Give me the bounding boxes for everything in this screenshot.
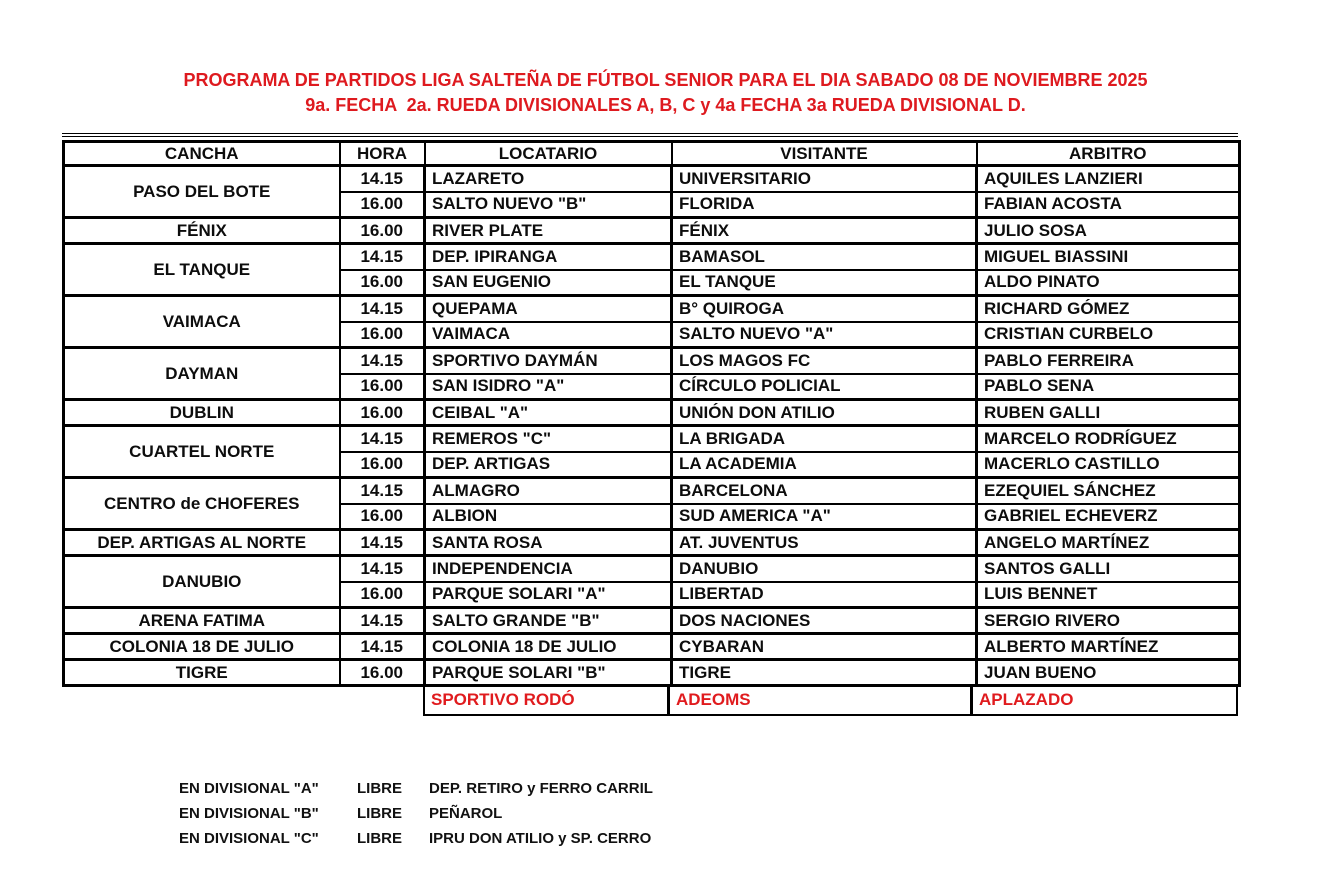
match-row <box>64 634 1240 660</box>
hora-cell: 14.15 <box>340 478 425 504</box>
arbitro-cell: JULIO SOSA <box>977 218 1240 244</box>
match-row <box>64 244 1240 270</box>
match-row <box>64 426 1240 452</box>
match-row <box>64 400 1240 426</box>
locatario-cell: ALMAGRO <box>425 478 672 504</box>
hora-cell: 14.15 <box>340 634 425 660</box>
table-body <box>64 166 1240 686</box>
arbitro-cell: EZEQUIEL SÁNCHEZ <box>977 478 1240 504</box>
arbitro-cell: SANTOS GALLI <box>977 556 1240 582</box>
locatario-cell: SAN ISIDRO "A" <box>425 374 672 400</box>
col-header-visitante: VISITANTE <box>672 142 977 166</box>
col-header-arbitro: ARBITRO <box>977 142 1240 166</box>
locatario-cell: COLONIA 18 DE JULIO <box>425 634 672 660</box>
visitante-cell: UNIVERSITARIO <box>672 166 977 192</box>
match-row <box>64 218 1240 244</box>
cancha-cell: CENTRO de CHOFERES <box>64 478 340 530</box>
hora-cell: 14.15 <box>340 530 425 556</box>
note-line-divisional-b <box>179 801 653 826</box>
visitante-cell: DOS NACIONES <box>672 608 977 634</box>
visitante-cell: FLORIDA <box>672 192 977 218</box>
hora-cell: 16.00 <box>340 218 425 244</box>
match-row <box>64 348 1240 374</box>
locatario-cell: DEP. IPIRANGA <box>425 244 672 270</box>
arbitro-cell: MACERLO CASTILLO <box>977 452 1240 478</box>
note-label: EN DIVISIONAL "A" <box>179 780 319 797</box>
visitante-cell: AT. JUVENTUS <box>672 530 977 556</box>
locatario-cell: SAN EUGENIO <box>425 270 672 296</box>
arbitro-cell: GABRIEL ECHEVERZ <box>977 504 1240 530</box>
footer-notes <box>179 776 653 851</box>
visitante-cell: FÉNIX <box>672 218 977 244</box>
col-header-cancha: CANCHA <box>64 142 340 166</box>
table-header <box>64 142 1240 166</box>
match-row <box>64 608 1240 634</box>
hora-cell: 14.15 <box>340 166 425 192</box>
arbitro-cell: AQUILES LANZIERI <box>977 166 1240 192</box>
visitante-cell: LOS MAGOS FC <box>672 348 977 374</box>
visitante-cell: LIBERTAD <box>672 582 977 608</box>
locatario-cell: LAZARETO <box>425 166 672 192</box>
hora-cell: 16.00 <box>340 504 425 530</box>
postponed-status: APLAZADO <box>979 690 1074 709</box>
hora-cell: 14.15 <box>340 426 425 452</box>
cancha-cell: PASO DEL BOTE <box>64 166 340 218</box>
arbitro-cell: ALBERTO MARTÍNEZ <box>977 634 1240 660</box>
match-row <box>64 478 1240 504</box>
hora-cell: 16.00 <box>340 400 425 426</box>
visitante-cell: DANUBIO <box>672 556 977 582</box>
locatario-cell: SALTO GRANDE "B" <box>425 608 672 634</box>
visitante-cell: CÍRCULO POLICIAL <box>672 374 977 400</box>
note-status: LIBRE <box>357 780 402 797</box>
hora-cell: 16.00 <box>340 452 425 478</box>
locatario-cell: PARQUE SOLARI "A" <box>425 582 672 608</box>
title-line-2: 9a. FECHA 2a. RUEDA DIVISIONALES A, B, C y 4a FECHA 3a RUEDA DIVISIONAL D. <box>305 95 1026 115</box>
arbitro-cell: PABLO SENA <box>977 374 1240 400</box>
locatario-cell: SANTA ROSA <box>425 530 672 556</box>
hora-cell: 14.15 <box>340 348 425 374</box>
note-teams: IPRU DON ATILIO y SP. CERRO <box>429 830 652 847</box>
hora-cell: 14.15 <box>340 556 425 582</box>
match-row <box>64 296 1240 322</box>
note-teams: DEP. RETIRO y FERRO CARRIL <box>429 780 653 797</box>
locatario-cell: SALTO NUEVO "B" <box>425 192 672 218</box>
locatario-cell: ALBION <box>425 504 672 530</box>
locatario-cell: PARQUE SOLARI "B" <box>425 660 672 686</box>
arbitro-cell: ANGELO MARTÍNEZ <box>977 530 1240 556</box>
note-status: LIBRE <box>357 805 402 822</box>
hora-cell: 16.00 <box>340 374 425 400</box>
arbitro-cell: MIGUEL BIASSINI <box>977 244 1240 270</box>
cancha-cell: VAIMACA <box>64 296 340 348</box>
visitante-cell: UNIÓN DON ATILIO <box>672 400 977 426</box>
postponed-match-row <box>423 687 1238 716</box>
table-top-rule-2 <box>62 136 1238 137</box>
cancha-cell: DUBLIN <box>64 400 340 426</box>
locatario-cell: VAIMACA <box>425 322 672 348</box>
cancha-cell: DANUBIO <box>64 556 340 608</box>
col-header-locatario: LOCATARIO <box>425 142 672 166</box>
hora-cell: 16.00 <box>340 582 425 608</box>
visitante-cell: BAMASOL <box>672 244 977 270</box>
note-line-divisional-a <box>179 776 653 801</box>
visitante-cell: B° QUIROGA <box>672 296 977 322</box>
hora-cell: 16.00 <box>340 322 425 348</box>
locatario-cell: CEIBAL "A" <box>425 400 672 426</box>
header-row <box>64 142 1240 166</box>
cancha-cell: FÉNIX <box>64 218 340 244</box>
locatario-cell: INDEPENDENCIA <box>425 556 672 582</box>
visitante-cell: CYBARAN <box>672 634 977 660</box>
match-row <box>64 556 1240 582</box>
match-table-wrapper <box>62 133 1238 716</box>
visitante-cell: SALTO NUEVO "A" <box>672 322 977 348</box>
locatario-cell: DEP. ARTIGAS <box>425 452 672 478</box>
match-row <box>64 660 1240 686</box>
locatario-cell: SPORTIVO DAYMÁN <box>425 348 672 374</box>
hora-cell: 14.15 <box>340 296 425 322</box>
arbitro-cell: ALDO PINATO <box>977 270 1240 296</box>
arbitro-cell: MARCELO RODRÍGUEZ <box>977 426 1240 452</box>
cancha-cell: DEP. ARTIGAS AL NORTE <box>64 530 340 556</box>
hora-cell: 14.15 <box>340 244 425 270</box>
cancha-cell: ARENA FATIMA <box>64 608 340 634</box>
cancha-cell: COLONIA 18 DE JULIO <box>64 634 340 660</box>
arbitro-cell: LUIS BENNET <box>977 582 1240 608</box>
hora-cell: 16.00 <box>340 270 425 296</box>
note-label: EN DIVISIONAL "C" <box>179 830 319 847</box>
cancha-cell: EL TANQUE <box>64 244 340 296</box>
arbitro-cell: RICHARD GÓMEZ <box>977 296 1240 322</box>
postponed-visitante: ADEOMS <box>670 687 973 714</box>
visitante-cell: LA BRIGADA <box>672 426 977 452</box>
cancha-cell: DAYMAN <box>64 348 340 400</box>
title-line-1: PROGRAMA DE PARTIDOS LIGA SALTEÑA DE FÚTBOL SENIOR PARA EL DIA SABADO 08 DE NOVIEMBRE 2025 <box>183 70 1148 90</box>
visitante-cell: TIGRE <box>672 660 977 686</box>
note-status: LIBRE <box>357 830 402 847</box>
locatario-cell: QUEPAMA <box>425 296 672 322</box>
arbitro-cell: SERGIO RIVERO <box>977 608 1240 634</box>
visitante-cell: SUD AMERICA "A" <box>672 504 977 530</box>
arbitro-cell: FABIAN ACOSTA <box>977 192 1240 218</box>
arbitro-cell: JUAN BUENO <box>977 660 1240 686</box>
arbitro-cell: RUBEN GALLI <box>977 400 1240 426</box>
locatario-cell: REMEROS "C" <box>425 426 672 452</box>
note-line-divisional-c <box>179 826 653 851</box>
col-header-hora: HORA <box>340 142 425 166</box>
hora-cell: 16.00 <box>340 660 425 686</box>
match-row <box>64 166 1240 192</box>
match-table <box>62 140 1241 687</box>
note-teams: PEÑAROL <box>429 805 503 822</box>
cancha-cell: TIGRE <box>64 660 340 686</box>
note-label: EN DIVISIONAL "B" <box>179 805 319 822</box>
visitante-cell: BARCELONA <box>672 478 977 504</box>
hora-cell: 16.00 <box>340 192 425 218</box>
table-top-rule-1 <box>62 133 1238 134</box>
visitante-cell: LA ACADEMIA <box>672 452 977 478</box>
cancha-cell: CUARTEL NORTE <box>64 426 340 478</box>
page-title <box>0 68 1331 118</box>
arbitro-cell: CRISTIAN CURBELO <box>977 322 1240 348</box>
locatario-cell: RIVER PLATE <box>425 218 672 244</box>
hora-cell: 14.15 <box>340 608 425 634</box>
arbitro-cell: PABLO FERREIRA <box>977 348 1240 374</box>
postponed-locatario: SPORTIVO RODÓ <box>425 687 670 714</box>
match-row <box>64 530 1240 556</box>
visitante-cell: EL TANQUE <box>672 270 977 296</box>
